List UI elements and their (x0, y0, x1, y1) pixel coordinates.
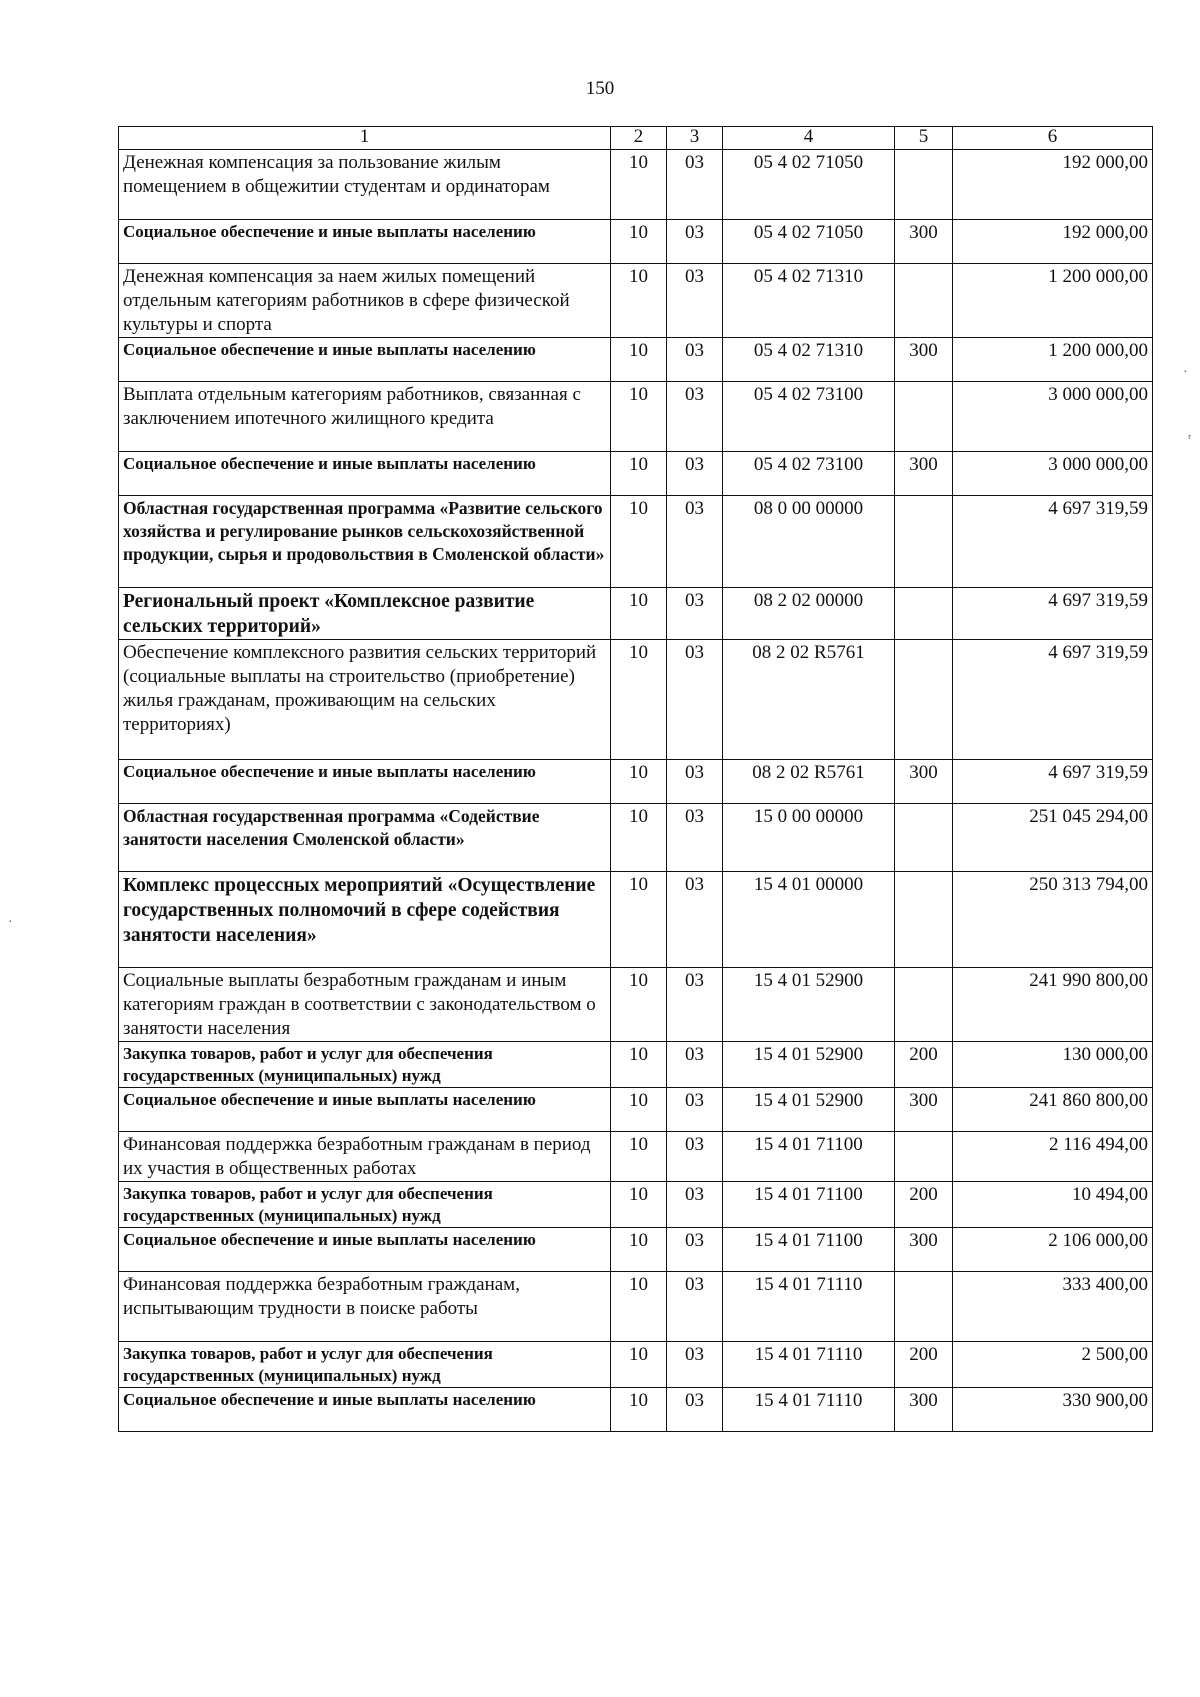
section-code-cell: 10 (611, 1182, 667, 1228)
subsection-code-cell: 03 (667, 1042, 723, 1088)
expense-type-cell: 300 (895, 1088, 953, 1132)
target-article-cell: 05 4 02 71310 (723, 338, 895, 382)
subsection-code-cell: 03 (667, 1088, 723, 1132)
expense-type-cell (895, 872, 953, 968)
section-code-cell: 10 (611, 382, 667, 452)
section-code-cell: 10 (611, 1228, 667, 1272)
section-code-cell: 10 (611, 338, 667, 382)
target-article-cell: 08 2 02 R5761 (723, 640, 895, 760)
budget-table (118, 126, 1153, 1432)
subsection-code-cell: 03 (667, 872, 723, 968)
expense-name-cell: Социальное обеспечение и иные выплаты населению (119, 220, 611, 264)
subsection-code-cell: 03 (667, 264, 723, 338)
section-code-cell: 10 (611, 588, 667, 640)
target-article-cell: 15 4 01 71100 (723, 1132, 895, 1182)
section-code-cell: 10 (611, 1272, 667, 1342)
expense-name-cell: Социальное обеспечение и иные выплаты населению (119, 338, 611, 382)
expense-name-cell: Закупка товаров, работ и услуг для обеспечения государственных (муниципальных) нужд (119, 1182, 611, 1228)
subsection-code-cell: 03 (667, 968, 723, 1042)
section-code-cell: 10 (611, 1042, 667, 1088)
table-row (119, 1182, 1153, 1228)
section-code-cell: 10 (611, 1342, 667, 1388)
section-code-cell: 10 (611, 150, 667, 220)
target-article-cell: 15 4 01 00000 (723, 872, 895, 968)
table-row (119, 264, 1153, 338)
table-row (119, 968, 1153, 1042)
column-number: 5 (895, 127, 953, 150)
amount-cell: 251 045 294,00 (953, 804, 1153, 872)
expense-type-cell: 300 (895, 760, 953, 804)
amount-cell: 241 860 800,00 (953, 1088, 1153, 1132)
subsection-code-cell: 03 (667, 588, 723, 640)
section-code-cell: 10 (611, 1088, 667, 1132)
table-row (119, 1132, 1153, 1182)
section-code-cell: 10 (611, 872, 667, 968)
column-number: 4 (723, 127, 895, 150)
expense-name-cell: Областная государственная программа «Содействие занятости населения Смоленской области» (119, 804, 611, 872)
section-code-cell: 10 (611, 640, 667, 760)
amount-cell: 130 000,00 (953, 1042, 1153, 1088)
expense-type-cell (895, 496, 953, 588)
expense-name-cell: Социальное обеспечение и иные выплаты населению (119, 1088, 611, 1132)
expense-name-cell: Социальное обеспечение и иные выплаты населению (119, 452, 611, 496)
expense-type-cell (895, 1272, 953, 1342)
subsection-code-cell: 03 (667, 760, 723, 804)
expense-type-cell: 200 (895, 1342, 953, 1388)
section-code-cell: 10 (611, 452, 667, 496)
target-article-cell: 15 4 01 71100 (723, 1182, 895, 1228)
amount-cell: 4 697 319,59 (953, 496, 1153, 588)
expense-type-cell: 300 (895, 220, 953, 264)
table-row (119, 1342, 1153, 1388)
section-code-cell: 10 (611, 220, 667, 264)
table-row (119, 588, 1153, 640)
target-article-cell: 15 4 01 71110 (723, 1388, 895, 1432)
subsection-code-cell: 03 (667, 382, 723, 452)
amount-cell: 2 106 000,00 (953, 1228, 1153, 1272)
expense-type-cell (895, 640, 953, 760)
expense-type-cell: 200 (895, 1042, 953, 1088)
expense-name-cell: Региональный проект «Комплексное развитие сельских территорий» (119, 588, 611, 640)
section-code-cell: 10 (611, 1388, 667, 1432)
target-article-cell: 08 0 00 00000 (723, 496, 895, 588)
target-article-cell: 08 2 02 R5761 (723, 760, 895, 804)
subsection-code-cell: 03 (667, 220, 723, 264)
subsection-code-cell: 03 (667, 804, 723, 872)
table-body (119, 150, 1153, 1432)
target-article-cell: 15 4 01 71100 (723, 1228, 895, 1272)
target-article-cell: 15 0 00 00000 (723, 804, 895, 872)
section-code-cell: 10 (611, 804, 667, 872)
subsection-code-cell: 03 (667, 452, 723, 496)
table-row (119, 640, 1153, 760)
expense-type-cell: 300 (895, 452, 953, 496)
amount-cell: 10 494,00 (953, 1182, 1153, 1228)
subsection-code-cell: 03 (667, 1342, 723, 1388)
column-number: 3 (667, 127, 723, 150)
expense-name-cell: Обеспечение комплексного развития сельских территорий (социальные выплаты на строительство (приобретение) жилья гражданам, проживающим на сельских территориях) (119, 640, 611, 760)
section-code-cell: 10 (611, 1132, 667, 1182)
amount-cell: 1 200 000,00 (953, 338, 1153, 382)
target-article-cell: 05 4 02 71050 (723, 150, 895, 220)
amount-cell: 4 697 319,59 (953, 640, 1153, 760)
amount-cell: 250 313 794,00 (953, 872, 1153, 968)
column-number: 6 (953, 127, 1153, 150)
scan-speck: · (1183, 365, 1188, 380)
expense-type-cell: 300 (895, 338, 953, 382)
expense-name-cell: Закупка товаров, работ и услуг для обеспечения государственных (муниципальных) нужд (119, 1042, 611, 1088)
expense-name-cell: Денежная компенсация за наем жилых помещений отдельным категориям работников в сфере физической культуры и спорта (119, 264, 611, 338)
expense-type-cell: 200 (895, 1182, 953, 1228)
expense-name-cell: Финансовая поддержка безработным гражданам в период их участия в общественных работах (119, 1132, 611, 1182)
table-row (119, 1272, 1153, 1342)
subsection-code-cell: 03 (667, 640, 723, 760)
target-article-cell: 05 4 02 73100 (723, 382, 895, 452)
expense-type-cell (895, 150, 953, 220)
expense-name-cell: Денежная компенсация за пользование жилым помещением в общежитии студентам и ординаторам (119, 150, 611, 220)
expense-name-cell: Закупка товаров, работ и услуг для обеспечения государственных (муниципальных) нужд (119, 1342, 611, 1388)
target-article-cell: 15 4 01 52900 (723, 1042, 895, 1088)
expense-type-cell (895, 804, 953, 872)
scan-speck: ʳ (1188, 432, 1192, 447)
amount-cell: 241 990 800,00 (953, 968, 1153, 1042)
column-number: 2 (611, 127, 667, 150)
expense-name-cell: Выплата отдельным категориям работников, связанная с заключением ипотечного жилищного кредита (119, 382, 611, 452)
page-number: 150 (585, 78, 615, 99)
expense-name-cell: Комплекс процессных мероприятий «Осуществление государственных полномочий в сфере содействия занятости населения» (119, 872, 611, 968)
amount-cell: 2 500,00 (953, 1342, 1153, 1388)
expense-type-cell (895, 968, 953, 1042)
target-article-cell: 05 4 02 71050 (723, 220, 895, 264)
section-code-cell: 10 (611, 968, 667, 1042)
expense-type-cell (895, 382, 953, 452)
table-row (119, 496, 1153, 588)
expense-name-cell: Социальные выплаты безработным гражданам и иным категориям граждан в соответствии с законодательством о занятости населения (119, 968, 611, 1042)
column-number: 1 (119, 127, 611, 150)
table-row (119, 872, 1153, 968)
expense-name-cell: Социальное обеспечение и иные выплаты населению (119, 1388, 611, 1432)
expense-type-cell (895, 264, 953, 338)
expense-name-cell: Областная государственная программа «Развитие сельского хозяйства и регулирование рынков сельскохозяйственной продукции, сырья и продовольствия в Смоленской области» (119, 496, 611, 588)
target-article-cell: 05 4 02 73100 (723, 452, 895, 496)
target-article-cell: 15 4 01 52900 (723, 968, 895, 1042)
expense-type-cell (895, 588, 953, 640)
expense-name-cell: Социальное обеспечение и иные выплаты населению (119, 1228, 611, 1272)
amount-cell: 1 200 000,00 (953, 264, 1153, 338)
amount-cell: 3 000 000,00 (953, 382, 1153, 452)
subsection-code-cell: 03 (667, 338, 723, 382)
amount-cell: 330 900,00 (953, 1388, 1153, 1432)
table-row (119, 1228, 1153, 1272)
table-row (119, 452, 1153, 496)
target-article-cell: 08 2 02 00000 (723, 588, 895, 640)
section-code-cell: 10 (611, 496, 667, 588)
amount-cell: 333 400,00 (953, 1272, 1153, 1342)
table-row (119, 382, 1153, 452)
subsection-code-cell: 03 (667, 150, 723, 220)
table-row (119, 804, 1153, 872)
amount-cell: 192 000,00 (953, 150, 1153, 220)
table-row (119, 150, 1153, 220)
subsection-code-cell: 03 (667, 1228, 723, 1272)
section-code-cell: 10 (611, 264, 667, 338)
target-article-cell: 15 4 01 71110 (723, 1272, 895, 1342)
expense-type-cell (895, 1132, 953, 1182)
target-article-cell: 15 4 01 71110 (723, 1342, 895, 1388)
column-number-row (119, 127, 1153, 150)
table-row (119, 1088, 1153, 1132)
target-article-cell: 15 4 01 52900 (723, 1088, 895, 1132)
table-row (119, 760, 1153, 804)
subsection-code-cell: 03 (667, 1272, 723, 1342)
amount-cell: 192 000,00 (953, 220, 1153, 264)
expense-name-cell: Финансовая поддержка безработным гражданам, испытывающим трудности в поиске работы (119, 1272, 611, 1342)
table-row (119, 1388, 1153, 1432)
subsection-code-cell: 03 (667, 1388, 723, 1432)
expense-name-cell: Социальное обеспечение и иные выплаты населению (119, 760, 611, 804)
subsection-code-cell: 03 (667, 1132, 723, 1182)
expense-type-cell: 300 (895, 1228, 953, 1272)
scan-speck: · (8, 915, 13, 930)
amount-cell: 2 116 494,00 (953, 1132, 1153, 1182)
amount-cell: 4 697 319,59 (953, 588, 1153, 640)
table-row (119, 338, 1153, 382)
target-article-cell: 05 4 02 71310 (723, 264, 895, 338)
subsection-code-cell: 03 (667, 1182, 723, 1228)
section-code-cell: 10 (611, 760, 667, 804)
subsection-code-cell: 03 (667, 496, 723, 588)
table-row (119, 220, 1153, 264)
amount-cell: 4 697 319,59 (953, 760, 1153, 804)
expense-type-cell: 300 (895, 1388, 953, 1432)
amount-cell: 3 000 000,00 (953, 452, 1153, 496)
table-row (119, 1042, 1153, 1088)
